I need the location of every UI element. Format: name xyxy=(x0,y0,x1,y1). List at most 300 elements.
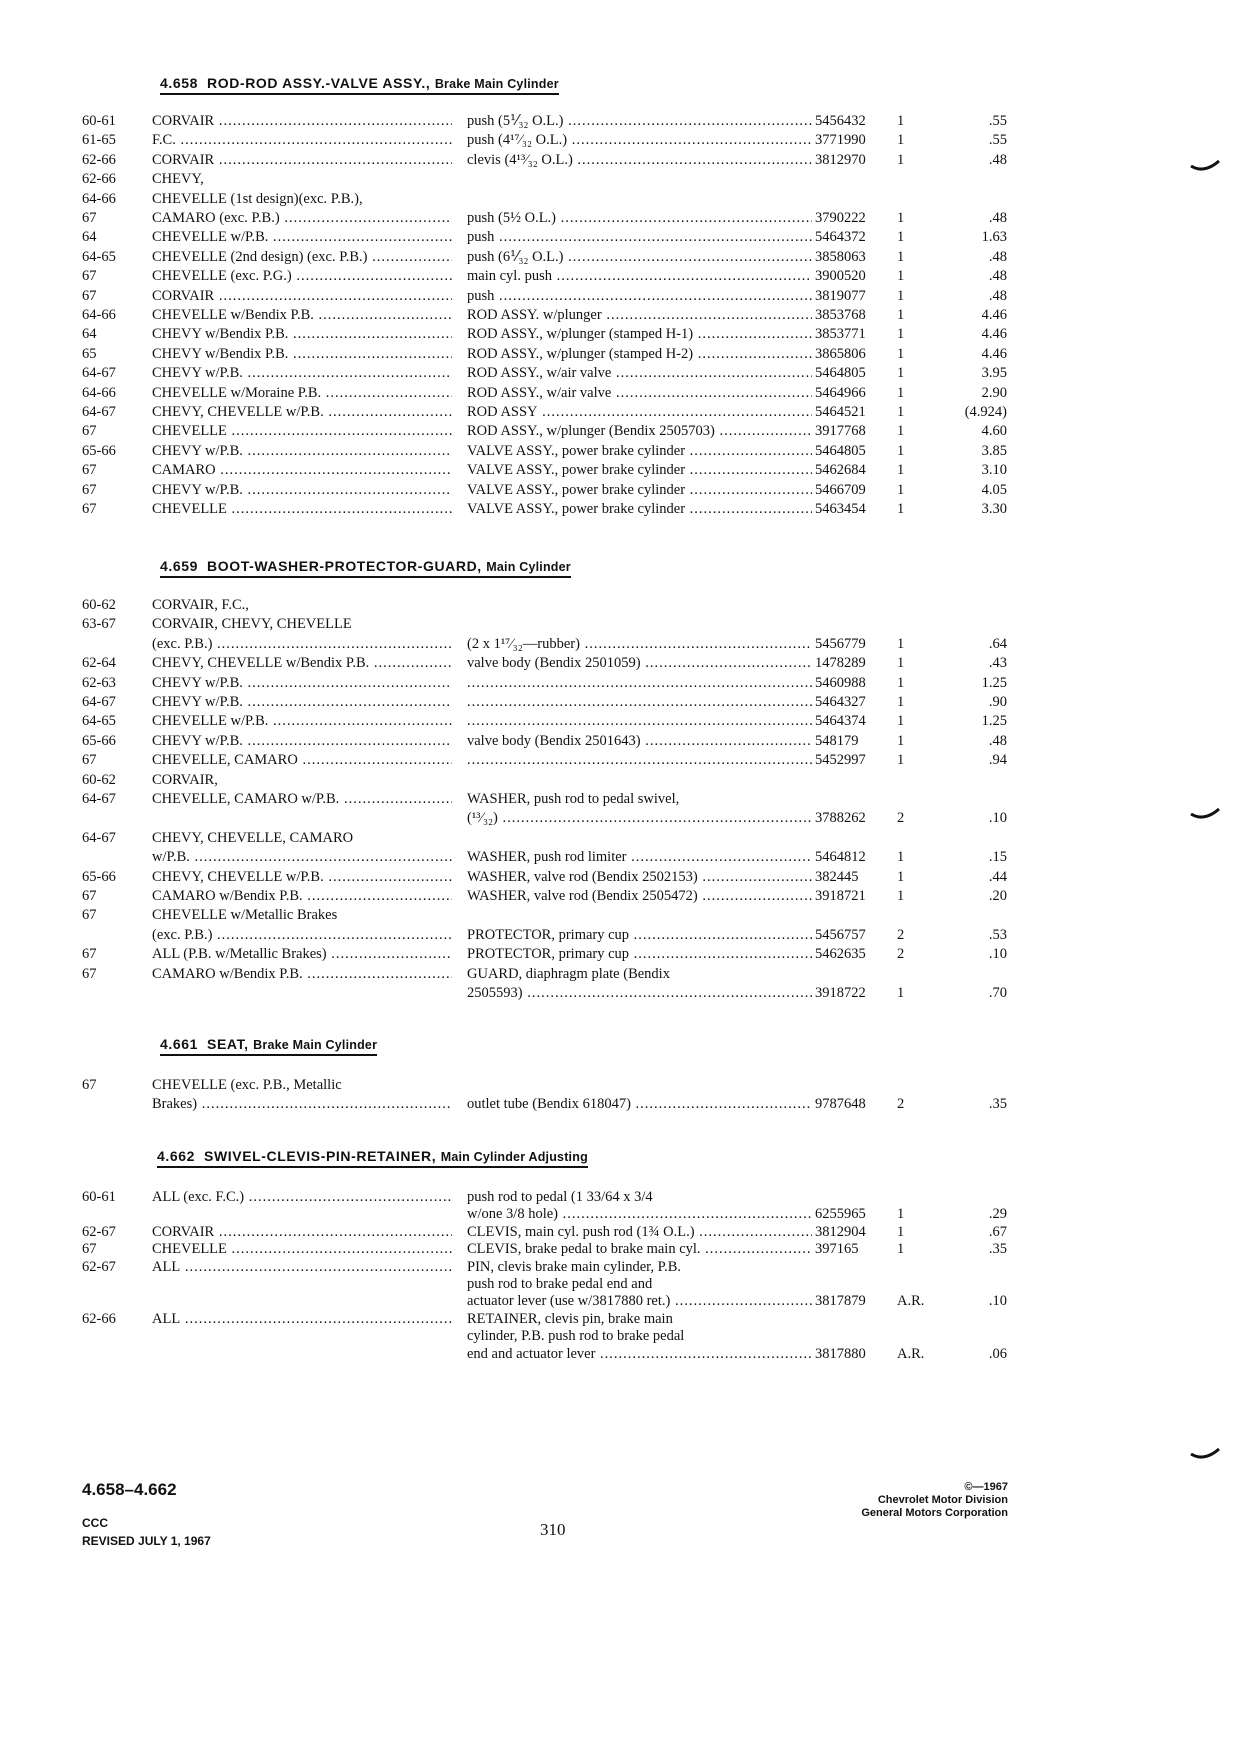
year-cell: 67 xyxy=(82,423,97,440)
quantity-cell: 1 xyxy=(897,326,905,343)
model-cell: CHEVY w/P.B. ..... xyxy=(152,364,452,382)
section-heading: SEAT, xyxy=(207,1036,249,1052)
model-cell: CHEVY, CHEVELLE w/P.B. ..... xyxy=(152,403,452,421)
table-row xyxy=(82,384,1007,402)
model-cell: CORVAIR, CHEVY, CHEVELLE xyxy=(152,616,352,633)
part-number-cell: 5462684 xyxy=(815,462,866,479)
quantity-cell: 1 xyxy=(897,1206,905,1223)
model-cell: CAMARO ..... xyxy=(152,461,452,479)
quantity-cell: 1 xyxy=(897,307,905,323)
year-cell: 67 xyxy=(82,888,97,904)
description-cell: VALVE ASSY., power brake cylinder ..... xyxy=(467,461,812,479)
description-cell: outlet tube (Bendix 618047) ..... xyxy=(467,1095,812,1113)
section-heading: ROD-ROD ASSY.-VALVE ASSY., xyxy=(207,75,431,91)
year-cell: 62-66 xyxy=(82,1310,116,1327)
description-cell: (¹³⁄₃₂) ..... xyxy=(467,809,812,827)
part-number-cell: 5466709 xyxy=(815,481,866,498)
description-cell xyxy=(467,693,812,711)
table-row xyxy=(82,209,1007,227)
table-row xyxy=(82,1188,1002,1206)
price-cell: 3.10 xyxy=(981,462,1007,479)
part-number-cell: 5464966 xyxy=(815,384,866,401)
quantity-cell: 2 xyxy=(897,810,905,827)
footer-corp: General Motors Corporation xyxy=(861,1507,1008,1519)
quantity-cell: 1 xyxy=(897,365,905,382)
table-row xyxy=(82,674,1007,692)
quantity-cell: 1 xyxy=(897,442,905,459)
quantity-cell: 1 xyxy=(897,849,905,866)
year-cell: 65-66 xyxy=(82,868,116,885)
model-cell: CORVAIR ..... xyxy=(152,1223,452,1241)
description-cell xyxy=(467,674,812,692)
year-cell: 61-65 xyxy=(82,132,116,149)
table-row xyxy=(82,790,1002,808)
description-cell: end and actuator lever ..... xyxy=(467,1345,812,1363)
model-cell: CHEVY w/P.B. ..... xyxy=(152,442,452,460)
model-cell: CHEVELLE (exc. P.B., Metallic xyxy=(152,1077,342,1093)
quantity-cell: 2 xyxy=(897,946,905,963)
model-cell: ALL ..... xyxy=(152,1310,452,1328)
model-cell: (exc. P.B.) ..... xyxy=(152,926,452,944)
year-cell: 64-65 xyxy=(82,713,116,730)
description-cell: VALVE ASSY., power brake cylinder ..... xyxy=(467,442,812,460)
model-cell: CHEVELLE, CAMARO ..... xyxy=(152,751,452,769)
model-cell: ALL ..... xyxy=(152,1258,452,1276)
description-cell: PROTECTOR, primary cup ..... xyxy=(467,945,812,963)
table-row xyxy=(82,926,1007,944)
model-cell: CHEVELLE (2nd design) (exc. P.B.) ..... xyxy=(152,248,452,266)
quantity-cell: 2 xyxy=(897,1096,905,1113)
price-cell: 1.25 xyxy=(981,674,1007,691)
description-cell xyxy=(467,712,812,730)
description-cell: valve body (Bendix 2501643) ..... xyxy=(467,732,812,750)
price-cell: 4.60 xyxy=(981,423,1007,440)
quantity-cell: 1 xyxy=(897,694,905,710)
table-row xyxy=(82,345,1007,363)
footer-range: 4.658–4.662 xyxy=(82,1480,177,1499)
model-cell: CHEVELLE w/P.B. ..... xyxy=(152,712,452,730)
year-cell: 64-67 xyxy=(82,829,116,846)
model-cell: CHEVY, CHEVELLE, CAMARO xyxy=(152,829,354,846)
table-row xyxy=(82,1258,1002,1276)
part-number-cell: 5464327 xyxy=(815,694,866,710)
part-number-cell: 5462635 xyxy=(815,946,866,963)
footer-publisher xyxy=(861,1481,1008,1520)
quantity-cell: 1 xyxy=(897,345,905,362)
price-cell: .55 xyxy=(988,113,1007,129)
description-cell: push (5⅟₃₂ O.L.) ..... xyxy=(467,112,812,130)
price-cell: .64 xyxy=(988,635,1007,652)
year-cell: 65-66 xyxy=(82,732,116,749)
year-cell: 67 xyxy=(82,268,97,285)
section-number: 4.659 xyxy=(160,558,199,574)
table-row xyxy=(82,1275,1002,1293)
quantity-cell: 1 xyxy=(897,732,905,749)
table-row xyxy=(82,984,1007,1002)
description-cell: cylinder, P.B. push rod to brake pedal xyxy=(467,1328,685,1345)
model-cell: CAMARO w/Bendix P.B. ..... xyxy=(152,887,452,905)
model-cell: w/P.B. ..... xyxy=(152,848,452,866)
price-cell: 4.46 xyxy=(981,307,1007,323)
table-row xyxy=(82,461,1007,479)
price-cell: .06 xyxy=(988,1345,1007,1362)
quantity-cell: 1 xyxy=(897,268,905,285)
price-cell: .55 xyxy=(988,132,1007,149)
part-number-cell: 5456432 xyxy=(815,113,866,129)
part-number-cell: 3812904 xyxy=(815,1223,866,1240)
description-cell: RETAINER, clevis pin, brake main xyxy=(467,1310,673,1327)
section-suffix: Brake Main Cylinder xyxy=(253,1038,378,1052)
table-row xyxy=(82,615,1002,633)
model-cell: CHEVELLE (exc. P.G.) ..... xyxy=(152,267,452,285)
quantity-cell: 1 xyxy=(897,229,905,246)
table-row xyxy=(82,732,1007,750)
table-row xyxy=(82,868,1007,886)
section-heading: SWIVEL-CLEVIS-PIN-RETAINER, xyxy=(204,1148,437,1164)
description-cell xyxy=(467,751,812,769)
part-number-cell: 3788262 xyxy=(815,810,866,827)
description-cell: push (6⅟₃₂ O.L.) ..... xyxy=(467,248,812,266)
price-cell: .48 xyxy=(988,287,1007,304)
year-cell: 62-64 xyxy=(82,655,116,672)
year-cell: 64-66 xyxy=(82,190,116,207)
price-cell: .44 xyxy=(988,868,1007,885)
part-number-cell: 5460988 xyxy=(815,674,866,691)
table-row xyxy=(82,848,1007,866)
price-cell: .67 xyxy=(988,1223,1007,1240)
year-cell: 63-67 xyxy=(82,616,116,633)
binder-mark-icon xyxy=(1190,160,1220,174)
table-row xyxy=(82,965,1002,983)
part-number-cell: 6255965 xyxy=(815,1206,866,1223)
footer-division: Chevrolet Motor Division xyxy=(877,1494,1008,1506)
quantity-cell: 1 xyxy=(897,462,905,479)
table-row xyxy=(82,712,1007,730)
section-number: 4.662 xyxy=(157,1148,196,1164)
binder-mark-icon xyxy=(1190,1448,1220,1462)
model-cell: CORVAIR ..... xyxy=(152,151,452,169)
quantity-cell: 1 xyxy=(897,423,905,440)
part-number-cell: 382445 xyxy=(815,868,859,885)
table-row xyxy=(82,500,1007,518)
year-cell: 67 xyxy=(82,210,97,226)
description-cell: WASHER, push rod to pedal swivel, xyxy=(467,791,680,807)
part-number-cell: 3865806 xyxy=(815,345,866,362)
table-row xyxy=(82,1095,1007,1113)
model-cell: CORVAIR, xyxy=(152,771,218,788)
year-cell: 67 xyxy=(82,462,97,479)
quantity-cell: 2 xyxy=(897,926,905,943)
price-cell: 4.46 xyxy=(981,326,1007,343)
description-cell: PROTECTOR, primary cup ..... xyxy=(467,926,812,944)
year-cell: 64-67 xyxy=(82,694,116,710)
description-cell: push ..... xyxy=(467,228,812,246)
model-cell: CHEVY w/Bendix P.B. ..... xyxy=(152,325,452,343)
model-cell: CHEVELLE ..... xyxy=(152,422,452,440)
table-row xyxy=(82,1327,1002,1345)
year-cell: 67 xyxy=(82,287,97,304)
part-number-cell: 3900520 xyxy=(815,268,866,285)
section-number: 4.661 xyxy=(160,1036,199,1052)
price-cell: .53 xyxy=(988,926,1007,943)
table-row xyxy=(82,1223,1007,1241)
part-number-cell: 3771990 xyxy=(815,132,866,149)
part-number-cell: 1478289 xyxy=(815,655,866,672)
footer-copyright: ©—1967 xyxy=(964,1481,1008,1493)
table-row xyxy=(82,1240,1007,1258)
quantity-cell: 1 xyxy=(897,752,905,769)
quantity-cell: 1 xyxy=(897,888,905,904)
quantity-cell: 1 xyxy=(897,713,905,730)
description-cell: 2505593) ..... xyxy=(467,984,812,1002)
year-cell: 62-66 xyxy=(82,171,116,188)
description-cell: VALVE ASSY., power brake cylinder ..... xyxy=(467,481,812,499)
year-cell: 64-65 xyxy=(82,248,116,265)
model-cell: CORVAIR, F.C., xyxy=(152,597,249,613)
part-number-cell: 3812970 xyxy=(815,151,866,168)
description-cell: push ..... xyxy=(467,287,812,305)
footer-code: CCC xyxy=(82,1516,108,1530)
year-cell: 60-62 xyxy=(82,597,116,613)
section-number: 4.658 xyxy=(160,75,199,91)
table-row xyxy=(82,635,1007,653)
price-cell: .15 xyxy=(988,849,1007,866)
description-cell: (2 x 1¹⁷⁄₃₂—rubber) ..... xyxy=(467,635,812,653)
description-cell: push rod to pedal (1 33/64 x 3/4 xyxy=(467,1189,653,1205)
quantity-cell: 1 xyxy=(897,113,905,129)
description-cell: main cyl. push ..... xyxy=(467,267,812,285)
section-title-4658 xyxy=(160,75,559,95)
table-row xyxy=(82,596,1002,614)
model-cell: CHEVY w/P.B. ..... xyxy=(152,732,452,750)
part-number-cell: 3817879 xyxy=(815,1293,866,1310)
description-cell: actuator lever (use w/3817880 ret.) ..... xyxy=(467,1292,812,1310)
quantity-cell: 1 xyxy=(897,674,905,691)
model-cell: (exc. P.B.) ..... xyxy=(152,635,452,653)
price-cell: .48 xyxy=(988,151,1007,168)
price-cell: .94 xyxy=(988,752,1007,769)
year-cell: 67 xyxy=(82,907,97,924)
quantity-cell: 1 xyxy=(897,481,905,498)
description-cell: CLEVIS, main cyl. push rod (1¾ O.L.) ..... xyxy=(467,1223,812,1241)
model-cell: ALL (exc. F.C.) ..... xyxy=(152,1188,452,1206)
price-cell: .20 xyxy=(988,888,1007,904)
description-cell: ROD ASSY., w/plunger (stamped H-2) ..... xyxy=(467,345,812,363)
part-number-cell: 3853768 xyxy=(815,307,866,323)
quantity-cell: 1 xyxy=(897,985,905,1001)
description-cell: VALVE ASSY., power brake cylinder ..... xyxy=(467,500,812,518)
description-cell: WASHER, push rod limiter ..... xyxy=(467,848,812,866)
table-row xyxy=(82,267,1007,285)
description-cell: ROD ASSY. w/plunger ..... xyxy=(467,306,812,324)
footer-revised: REVISED JULY 1, 1967 xyxy=(82,1534,211,1548)
year-cell: 65-66 xyxy=(82,442,116,459)
table-row xyxy=(82,170,1002,188)
table-row xyxy=(82,809,1007,827)
part-number-cell: 9787648 xyxy=(815,1096,866,1113)
model-cell: CHEVELLE w/P.B. ..... xyxy=(152,228,452,246)
table-row xyxy=(82,1205,1007,1223)
model-cell: CAMARO w/Bendix P.B. ..... xyxy=(152,965,452,983)
price-cell: .35 xyxy=(988,1241,1007,1258)
table-row xyxy=(82,112,1007,130)
model-cell: CHEVY w/P.B. ..... xyxy=(152,674,452,692)
year-cell: 67 xyxy=(82,1077,97,1093)
price-cell: (4.924) xyxy=(964,404,1007,420)
part-number-cell: 5464374 xyxy=(815,713,866,730)
year-cell: 60-61 xyxy=(82,113,116,129)
part-number-cell: 5464372 xyxy=(815,229,866,246)
year-cell: 67 xyxy=(82,752,97,769)
quantity-cell: 1 xyxy=(897,404,905,420)
price-cell: 3.30 xyxy=(981,501,1007,517)
model-cell: CHEVY w/P.B. ..... xyxy=(152,693,452,711)
table-row xyxy=(82,403,1007,421)
price-cell: .10 xyxy=(988,810,1007,827)
year-cell: 64-67 xyxy=(82,365,116,382)
year-cell: 67 xyxy=(82,481,97,498)
model-cell: CHEVELLE ..... xyxy=(152,1240,452,1258)
part-number-cell: 5464812 xyxy=(815,849,866,866)
table-row xyxy=(82,131,1007,149)
price-cell: 3.85 xyxy=(981,442,1007,459)
quantity-cell: A.R. xyxy=(897,1293,925,1310)
price-cell: .35 xyxy=(988,1096,1007,1113)
year-cell: 67 xyxy=(82,1241,97,1258)
price-cell: .10 xyxy=(988,946,1007,963)
model-cell: CHEVELLE ..... xyxy=(152,500,452,518)
part-number-cell: 5464521 xyxy=(815,404,866,420)
description-cell: push (4¹⁷⁄₃₂ O.L.) ..... xyxy=(467,131,812,149)
year-cell: 64 xyxy=(82,229,97,246)
quantity-cell: 1 xyxy=(897,1241,905,1258)
description-cell: ROD ASSY ..... xyxy=(467,403,812,421)
table-row xyxy=(82,945,1007,963)
part-number-cell: 3819077 xyxy=(815,287,866,304)
part-number-cell: 3790222 xyxy=(815,210,866,226)
year-cell: 62-63 xyxy=(82,674,116,691)
table-row xyxy=(82,306,1007,324)
part-number-cell: 3853771 xyxy=(815,326,866,343)
description-cell: CLEVIS, brake pedal to brake main cyl. ..... xyxy=(467,1240,812,1258)
description-cell: ROD ASSY., w/air valve ..... xyxy=(467,364,812,382)
price-cell: 4.05 xyxy=(981,481,1007,498)
price-cell: .48 xyxy=(988,732,1007,749)
description-cell: clevis (4¹³⁄₃₂ O.L.) ..... xyxy=(467,151,812,169)
price-cell: .48 xyxy=(988,248,1007,265)
table-row xyxy=(82,325,1007,343)
model-cell: CAMARO (exc. P.B.) ..... xyxy=(152,209,452,227)
quantity-cell: A.R. xyxy=(897,1345,925,1362)
quantity-cell: 1 xyxy=(897,501,905,517)
part-number-cell: 3918721 xyxy=(815,888,866,904)
section-title-4659 xyxy=(160,558,571,578)
year-cell: 64-67 xyxy=(82,404,116,420)
part-number-cell: 5452997 xyxy=(815,752,866,769)
year-cell: 62-66 xyxy=(82,151,116,168)
price-cell: .10 xyxy=(988,1293,1007,1310)
description-cell: WASHER, valve rod (Bendix 2502153) ..... xyxy=(467,868,812,886)
price-cell: .48 xyxy=(988,268,1007,285)
model-cell: CHEVY w/P.B. ..... xyxy=(152,481,452,499)
price-cell: 3.95 xyxy=(981,365,1007,382)
quantity-cell: 1 xyxy=(897,132,905,149)
table-row xyxy=(82,287,1007,305)
year-cell: 64 xyxy=(82,326,97,343)
table-row xyxy=(82,481,1007,499)
model-cell: CHEVELLE, CAMARO w/P.B. ..... xyxy=(152,790,452,808)
part-number-cell: 5464805 xyxy=(815,365,866,382)
table-row xyxy=(82,906,1002,924)
description-cell: push rod to brake pedal end and xyxy=(467,1276,653,1292)
quantity-cell: 1 xyxy=(897,287,905,304)
model-cell: F.C. ..... xyxy=(152,131,452,149)
table-row xyxy=(82,248,1007,266)
part-number-cell: 5463454 xyxy=(815,501,866,517)
table-row xyxy=(82,1310,1002,1328)
section-title-4661 xyxy=(160,1036,377,1056)
part-number-cell: 3858063 xyxy=(815,248,866,265)
model-cell: CHEVELLE w/Bendix P.B. ..... xyxy=(152,306,452,324)
model-cell: CORVAIR ..... xyxy=(152,287,452,305)
model-cell: Brakes) ..... xyxy=(152,1095,452,1113)
quantity-cell: 1 xyxy=(897,635,905,652)
table-row xyxy=(82,1292,1007,1310)
quantity-cell: 1 xyxy=(897,151,905,168)
description-cell: ROD ASSY., w/plunger (Bendix 2505703) ..... xyxy=(467,422,812,440)
table-row xyxy=(82,654,1007,672)
description-cell: PIN, clevis brake main cylinder, P.B. xyxy=(467,1258,682,1275)
model-cell: CHEVY w/Bendix P.B. ..... xyxy=(152,345,452,363)
year-cell: 67 xyxy=(82,965,97,982)
quantity-cell: 1 xyxy=(897,384,905,401)
year-cell: 64-67 xyxy=(82,791,116,807)
model-cell: ALL (P.B. w/Metallic Brakes) ..... xyxy=(152,945,452,963)
table-row xyxy=(82,887,1007,905)
table-row xyxy=(82,693,1007,711)
price-cell: .70 xyxy=(988,985,1007,1001)
part-number-cell: 3817880 xyxy=(815,1345,866,1362)
quantity-cell: 1 xyxy=(897,248,905,265)
price-cell: .90 xyxy=(988,694,1007,710)
year-cell: 60-61 xyxy=(82,1189,116,1205)
model-cell: CHEVELLE w/Moraine P.B. ..... xyxy=(152,384,452,402)
year-cell: 64-66 xyxy=(82,307,116,323)
year-cell: 62-67 xyxy=(82,1223,116,1240)
model-cell: CORVAIR ..... xyxy=(152,112,452,130)
quantity-cell: 1 xyxy=(897,210,905,226)
part-number-cell: 5464805 xyxy=(815,442,866,459)
price-cell: .43 xyxy=(988,655,1007,672)
table-row xyxy=(82,442,1007,460)
model-cell: CHEVELLE w/Metallic Brakes xyxy=(152,907,338,924)
price-cell: .48 xyxy=(988,210,1007,226)
section-heading: BOOT-WASHER-PROTECTOR-GUARD, xyxy=(207,558,482,574)
part-number-cell: 3917768 xyxy=(815,423,866,440)
table-row xyxy=(82,422,1007,440)
part-number-cell: 548179 xyxy=(815,732,859,749)
part-number-cell: 5456757 xyxy=(815,926,866,943)
model-cell: CHEVELLE (1st design)(exc. P.B.), xyxy=(152,190,363,207)
year-cell: 67 xyxy=(82,501,97,517)
section-title-4662 xyxy=(157,1148,588,1168)
table-row xyxy=(82,751,1007,769)
table-row xyxy=(82,771,1002,789)
price-cell: 1.63 xyxy=(981,229,1007,246)
section-suffix: Main Cylinder xyxy=(486,560,571,574)
price-cell: 4.46 xyxy=(981,345,1007,362)
section-suffix: Brake Main Cylinder xyxy=(434,77,559,91)
